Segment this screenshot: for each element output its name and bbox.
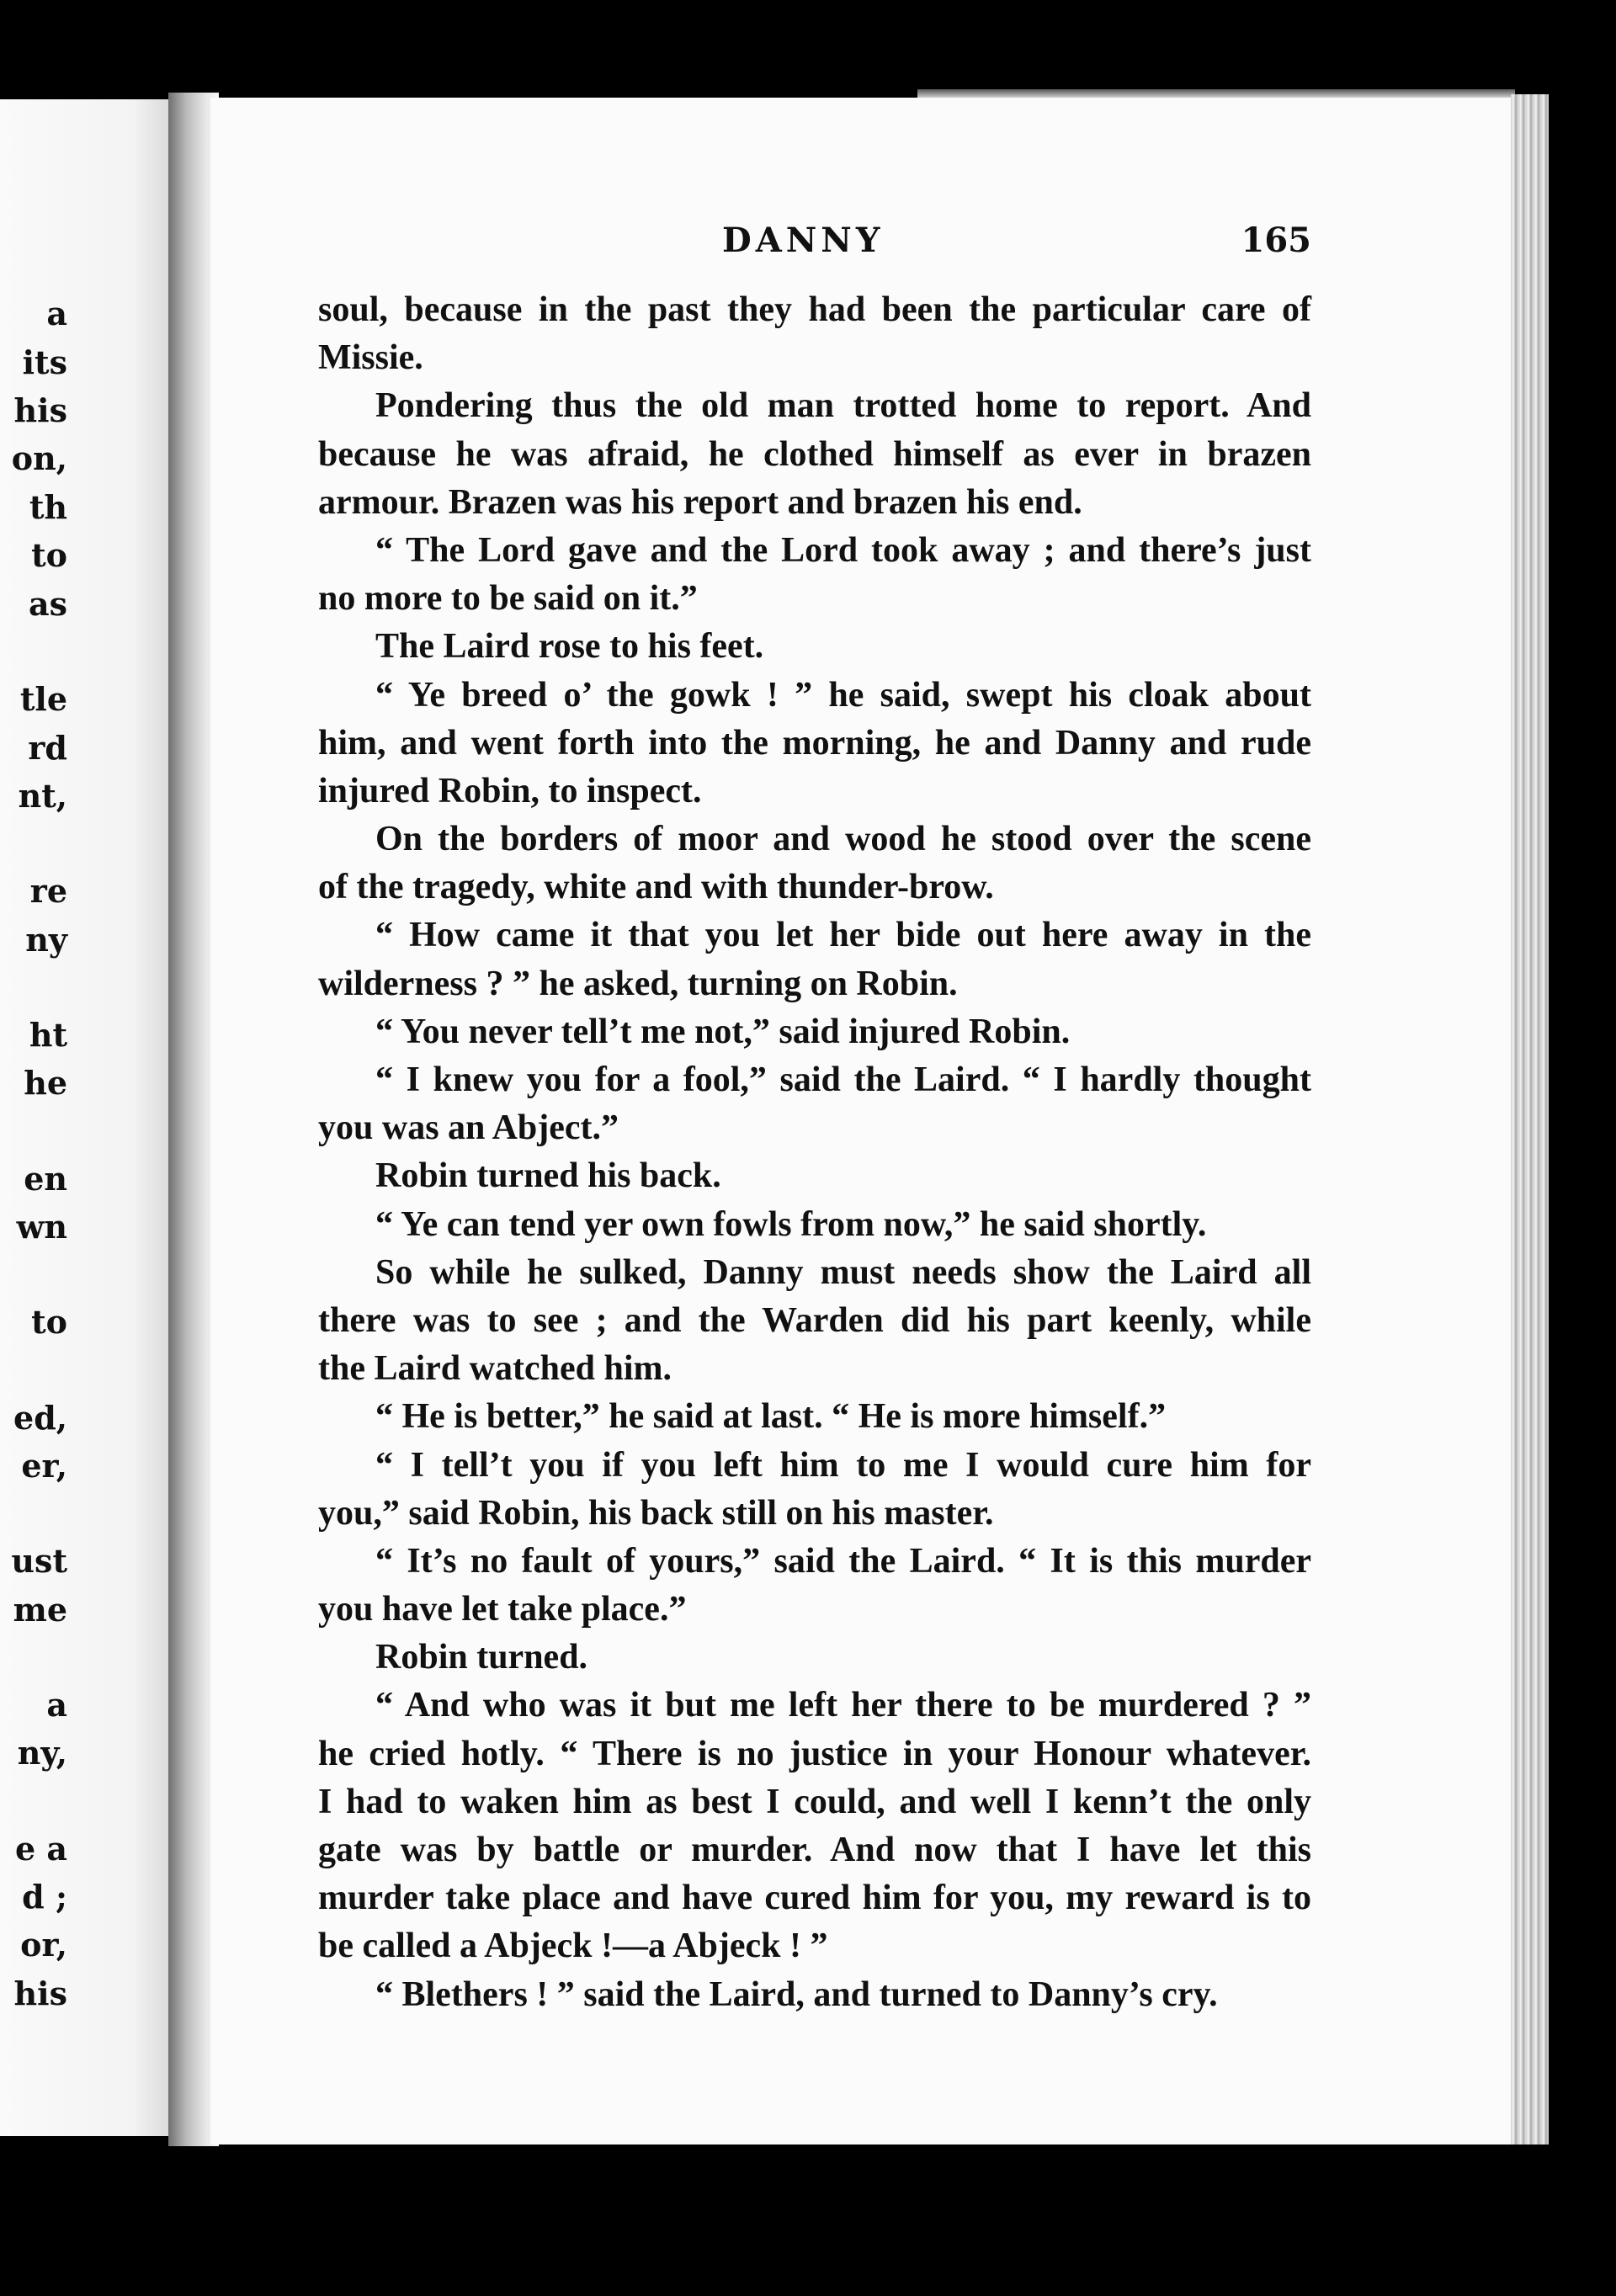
text-line: soul, because in the past they had been the particular care of <box>318 290 1311 329</box>
text-line: So while he sulked, Danny must needs show the Laird all <box>375 1252 1311 1292</box>
body-text <box>318 286 1311 2019</box>
left-page-fragment: ht <box>29 1016 67 1054</box>
left-page-fragment: re <box>29 872 67 910</box>
text-line: because he was afraid, he clothed himself as ever in brazen <box>318 434 1311 474</box>
left-page-fragment: to <box>31 536 67 574</box>
text-line: he cried hotly. “ There is no justice in your Honour whatever. <box>318 1734 1311 1773</box>
left-page-fragment: wn <box>16 1208 67 1246</box>
text-line: “ He is better,” he said at last. “ He is more himself.” <box>375 1397 1167 1437</box>
left-page-fragment: ust <box>11 1542 67 1580</box>
text-line: Robin turned his back. <box>375 1156 721 1196</box>
text-line: armour. Brazen was his report and brazen his end. <box>318 482 1082 522</box>
text-line: you was an Abject.” <box>318 1108 619 1148</box>
text-line: Missie. <box>318 338 423 378</box>
left-page-fragment: d ; <box>22 1878 67 1916</box>
text-line: the Laird watched him. <box>318 1349 672 1389</box>
left-page-fragments <box>0 99 67 2136</box>
text-line: “ Ye breed o’ the gowk ! ” he said, swept his cloak about <box>375 675 1311 715</box>
running-head-title: DANNY <box>722 221 885 260</box>
left-page-fragment: en <box>24 1160 67 1198</box>
text-line: be called a Abjeck !—a Abjeck ! ” <box>318 1927 828 1966</box>
text-line: On the borders of moor and wood he stood over the scene <box>375 820 1311 859</box>
left-page-fragment: me <box>13 1591 67 1629</box>
left-page-fragment: tle <box>19 680 67 718</box>
page-number: 165 <box>1241 221 1311 260</box>
left-page-fragment: its <box>22 343 67 381</box>
text-line: you,” said Robin, his back still on his master. <box>318 1493 994 1533</box>
left-page-fragment: on, <box>11 439 67 477</box>
left-page-fragment: e a <box>14 1830 67 1868</box>
left-page-fragment: nt, <box>18 777 67 815</box>
page-top-edge <box>917 89 1515 98</box>
text-line: gate was by battle or murder. And now that I have let this <box>318 1831 1311 1869</box>
left-page-fragment: th <box>29 488 67 526</box>
text-line: Robin turned. <box>375 1638 588 1677</box>
left-page-fragment: as <box>28 585 67 623</box>
left-page-fragment: or, <box>20 1926 67 1964</box>
left-page-fragment: he <box>24 1064 67 1102</box>
text-line: I had to waken him as best I could, and well I kenn’t the only <box>318 1782 1311 1821</box>
text-line: The Laird rose to his feet. <box>375 627 764 667</box>
text-line: you have let take place.” <box>318 1590 687 1629</box>
left-page-fragment: to <box>31 1303 67 1341</box>
text-line: “ Blethers ! ” said the Laird, and turned to Danny’s cry. <box>375 1974 1218 2014</box>
left-page-fragment: his <box>13 1974 67 2012</box>
left-page-fragment: his <box>13 391 67 429</box>
text-line: “ Ye can tend yer own fowls from now,” he said shortly. <box>375 1204 1207 1244</box>
text-line: “ How came it that you let her bide out here away in the <box>375 916 1311 955</box>
text-line: injured Robin, to inspect. <box>318 771 702 811</box>
text-line: him, and went forth into the morning, he and Danny and rude <box>318 723 1311 763</box>
left-page-fragment: ed, <box>13 1399 67 1437</box>
left-page-fragment: ny <box>25 921 67 959</box>
text-line: “ You never tell’t me not,” said injured Robin. <box>375 1012 1071 1051</box>
text-line: wilderness ? ” he asked, turning on Robin. <box>318 964 958 1003</box>
text-line: “ And who was it but me left her there to be murdered ? ” <box>375 1686 1311 1725</box>
text-line: no more to be said on it.” <box>318 579 698 619</box>
text-line: “ It’s no fault of yours,” said the Laird. “ It is this murder <box>375 1541 1311 1581</box>
left-page-fragment: er, <box>21 1447 67 1485</box>
text-line: of the tragedy, white and with thunder-brow. <box>318 868 994 907</box>
text-line: “ I tell’t you if you left him to me I would cure him for <box>375 1445 1311 1485</box>
text-line: Pondering thus the old man trotted home to report. And <box>375 386 1311 426</box>
left-page-fragment: a <box>46 295 67 332</box>
left-page-fragment: a <box>46 1686 67 1724</box>
text-line: “ I knew you for a fool,” said the Laird. “ I hardly thought <box>375 1060 1311 1099</box>
left-page-strip <box>0 99 190 2136</box>
text-line: murder take place and have cured him for you, my reward is to <box>318 1879 1311 1918</box>
text-line: “ The Lord gave and the Lord took away ; and there’s just <box>375 530 1311 570</box>
page-fore-edge <box>1511 94 1549 2145</box>
running-head <box>318 221 1311 271</box>
left-page-fragment: ny, <box>17 1734 67 1772</box>
text-line: there was to see ; and the Warden did his part keenly, while <box>318 1300 1311 1340</box>
left-page-fragment: rd <box>28 729 67 767</box>
